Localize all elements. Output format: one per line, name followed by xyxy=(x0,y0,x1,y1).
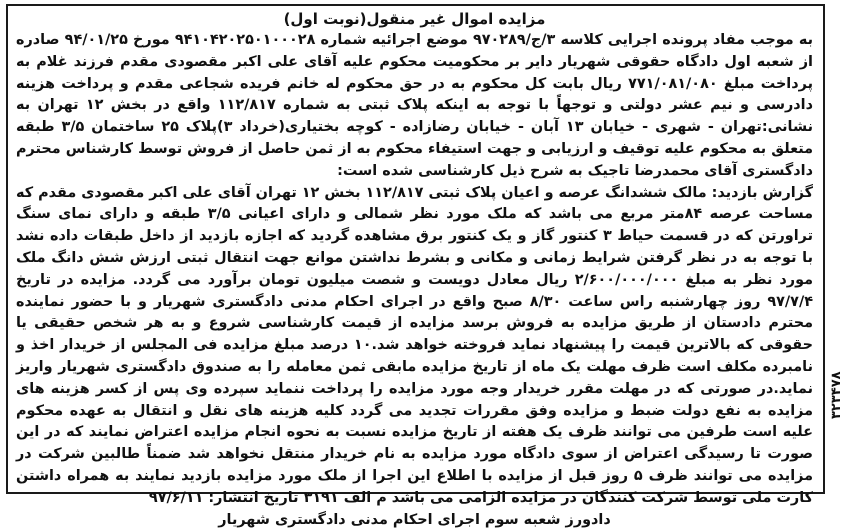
report-heading: گزارش بازدید: xyxy=(711,184,813,201)
publish-date: تاریخ انتشار: ۹۷/۶/۱۱ xyxy=(148,489,304,506)
notice-title: مزایده اموال غیر منقول(نوبت اول) xyxy=(283,10,546,28)
report-paragraph-text: مالک ششدانگ عرصه و اعیان پلاک ثبتی ۱۱۲/۸۱۷ بخش ۱۲ تهران آقای علی اکبر مقصودی مقدم که مساحت عرصه ۸۴متر مربع می باشد که ملک مورد نظر شمالی و دارای اعیانی ۳/۵ طبقه و دارای نمای سنگ تراورتن که در قسمت حیاط ۳ کنتور گاز و یک کنتور برق مشاهده گردید که اجازه بازدید از داخل طبقات داده نشد با توجه به در نظر گرفتن شرایط زمانی و مکانی و بشرط نداشتن موانع جهت انتقال ثبتی ارزش شش دانگ ملک مورد نظر به مبلغ ۲/۶۰۰/۰۰۰/۰۰۰ ریال معادل دویست و شصت میلیون تومان برآورد می گردد. مزایده در تاریخ ۹۷/۷/۴ روز چهارشنبه راس ساعت ۸/۳۰ صبح واقع در اجرای احکام مدنی دادگستری شهریار و با حضور نماینده محترم دادستان از طریق مزایده به فروش برسد مزایده از قیمت کارشناسی شروع و به هر شخص حقیقی یا حقوقی که بالاترین قیمت را پیشنهاد نماید فروخته خواهد شد.۱۰ درصد مبلغ مزایده فی المجلس از خریدار اخذ و نامبرده مکلف است ظرف مهلت یک ماه از تاریخ مزایده مابقی ثمن معامله را به صندوق دادگستری شهریار واریز نماید.در صورتی که در مهلت مقرر خریدار وجه مورد مزایده را پرداخت ننماید سپرده وی پس از کسر هزینه های مزایده به نفع دولت ضبط و مزایده وفق مقررات تجدید می گردد کلیه هزینه های نقل و انتقال به عهده محکوم علیه است طرفین می توانند ظرف یک هفته از تاریخ مزایده نسبت به نحوه انجام مزایده اعتراض نمایند که در این صورت تا رسیدگی اعتراض از سوی دادگاه مورد مزایده به نام خریدار منتقل نخواهد شد ضمناً طالبین شرکت در مزایده می توانند ظرف ۵ روز قبل از مزایده با اطلاع این اجرا از ملک مورد مزایده بازدید نمایند به همراه داشتن کارت ملی توسط شرکت کنندگان در مزایده الزامی می باشد م الف ۳۱۹۱ xyxy=(16,184,814,506)
notice-report-paragraph xyxy=(16,183,813,510)
auction-notice xyxy=(6,4,825,528)
main-paragraph-text: به موجب مفاد پرونده اجرایی کلاسه ۳/ج/۹۷۰۲۸۹ موضع اجرائیه شماره ۹۴۱۰۴۲۰۲۵۰۱۰۰۰۲۸ مورخ ۹۴/۰۱/۲۵ صادره از شعبه اول دادگاه حقوقی شهریار دایر بر محکومیت محکوم علیه آقای علی اکبر مقصودی مقدم فرزند غلام به پرداخت مبلغ ۷۷۱/۰۸۱/۰۸۰ ریال بابت کل محکوم به در حق محکوم له خانم فریده شجاعی مقدم و پرداخت هزینه دادرسی و نیم عشر دولتی و توجهاً با توجه به اینکه پلاک ثبتی به شماره ۱۱۲/۸۱۷ واقع در بخش ۱۲ تهران به نشانی:تهران - شهری - خیابان ۱۳ آبان - خیابان رضازاده - کوچه بختیاری(خرداد ۳)پلاک ۲۵ ساختمان ۳/۵ طبقه متعلق به محکوم علیه توقیف و ارزیابی و جهت استیفاء محکوم به از ثمن حاصل از فروش توسط کارشناس محترم دادگستری آقای محمدرضا تاجیک به شرح ذیل کارشناسی شده است: xyxy=(16,32,814,179)
side-code: ۳۲۳۴۷۸ xyxy=(829,371,844,419)
signature: دادورز شعبه سوم اجرای احکام مدنی دادگستری شهریار xyxy=(218,511,611,528)
notice-main-paragraph xyxy=(16,30,813,183)
